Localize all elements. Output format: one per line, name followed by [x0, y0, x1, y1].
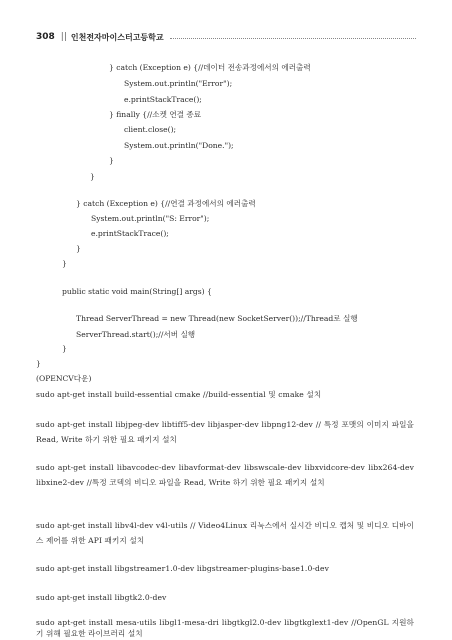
command-paragraph: sudo apt-get install build-essential cmake //build-essential 및 cmake 설치 — [36, 390, 322, 399]
school-name: 인천전자마이스터고등학교 — [70, 32, 164, 42]
code-line: ServerThread.start();//서버 실행 — [76, 330, 196, 339]
code-line: } — [109, 156, 114, 165]
code-line: public static void main(String[] args) { — [62, 287, 212, 296]
code-line: } — [62, 344, 67, 353]
code-line: } — [90, 172, 95, 181]
section-title: (OPENCV다운) — [36, 374, 92, 383]
command-paragraph: sudo apt-get install libgtk2.0-dev — [36, 593, 167, 602]
command-paragraph: sudo apt-get install libgstreamer1.0-dev libgstreamer-plugins-base1.0-dev — [36, 564, 329, 573]
code-line: client.close(); — [124, 125, 177, 134]
code-line: } catch (Exception e) {//연결 과정에서의 에러출력 — [76, 199, 256, 208]
command-paragraph: sudo apt-get install mesa-utils libgl1-mesa-dri libgtkgl2.0-dev libgtkglext1-dev //OpenGL 지원하기 위해 필요한 라이브러리 설치 — [36, 618, 414, 638]
code-line: System.out.println("S: Error"); — [91, 214, 210, 223]
page-header — [36, 30, 416, 44]
page-number: 308 — [36, 32, 55, 42]
code-line: e.printStackTrace(); — [91, 229, 169, 238]
command-paragraph: sudo apt-get install libv4l-dev v4l-utils // Video4Linux 리눅스에서 실시간 비디오 캡처 및 비디오 디바이스 제어를 위한 API 패키지 설치 — [36, 521, 414, 545]
code-line: Thread ServerThread = new Thread(new SocketServer());//Thread로 실행 — [76, 314, 358, 323]
code-line: } — [36, 359, 41, 368]
code-line: } catch (Exception e) {//데이터 전송과정에서의 에러출력 — [109, 63, 311, 72]
command-paragraph: sudo apt-get install libavcodec-dev libavformat-dev libswscale-dev libxvidcore-dev libx264-dev libxine2-dev //특정 코덱의 비디오 파일을 Read, Write 하기 위한 필요 패키지 설치 — [36, 463, 414, 487]
code-line: } — [76, 244, 81, 253]
code-line: } — [62, 259, 67, 268]
command-paragraph: sudo apt-get install libjpeg-dev libtiff5-dev libjasper-dev libpng12-dev // 특정 포맷의 이미지 파일을 Read, Write 하기 위한 필요 패키지 설치 — [36, 420, 414, 444]
header-separator: || — [60, 32, 67, 42]
code-line: e.printStackTrace(); — [124, 95, 202, 104]
header-dotted-rule — [170, 37, 416, 39]
code-line: System.out.println("Error"); — [124, 79, 233, 88]
code-line: } finally {//소켓 연결 종료 — [109, 110, 202, 119]
code-line: System.out.println("Done."); — [124, 141, 234, 150]
